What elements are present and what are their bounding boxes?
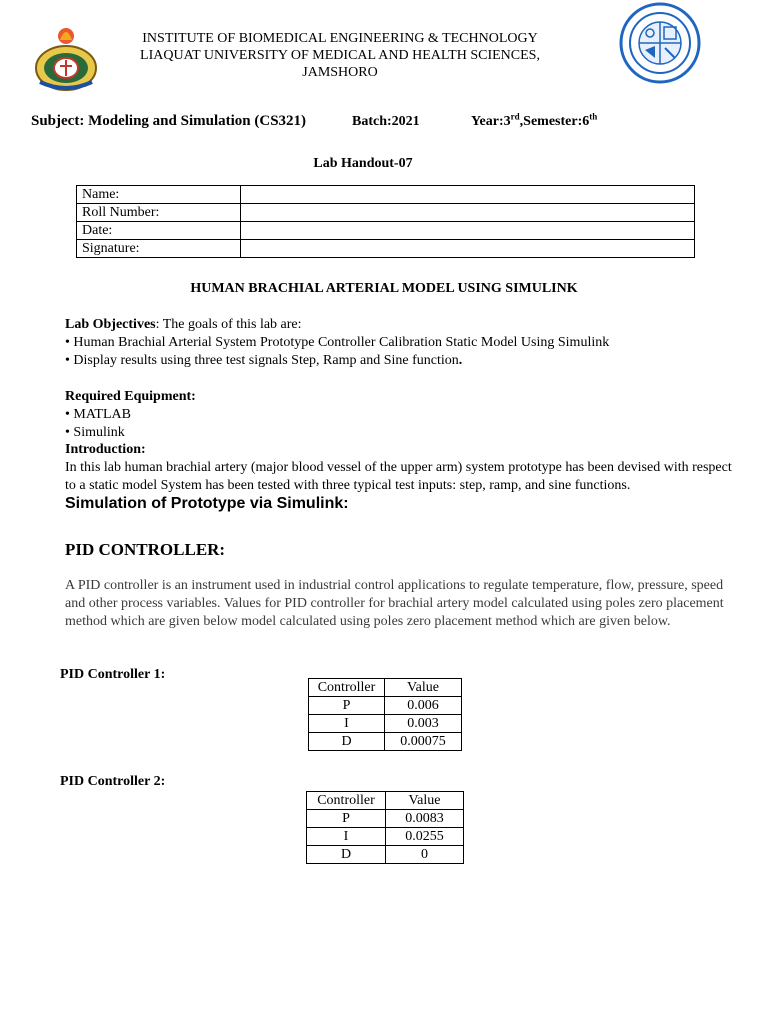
table-header-row <box>309 679 462 697</box>
lab-objectives-heading: Lab Objectives <box>65 317 156 332</box>
simulation-heading: Simulation of Prototype via Simulink: <box>65 495 349 512</box>
table-row <box>309 733 462 751</box>
year-sup: rd <box>510 111 520 122</box>
table-cell: I <box>309 715 385 733</box>
header-line-3: JAMSHORO <box>302 65 378 80</box>
introduction-text: In this lab human brachial artery (major blood vessel of the upper arm) system prototype has been devised with respect to a static model System has been tested with three typical test inputs: step, ramp, and sine functions. <box>65 460 732 493</box>
column-header: Controller <box>307 792 386 810</box>
table-row <box>307 846 464 864</box>
semester-prefix: ,Semester:6 <box>519 114 590 129</box>
table-header-row <box>307 792 464 810</box>
pid-description: A PID controller is an instrument used in industrial control applications to regulate temperature, flow, pressure, speed and other process variables. Values for PID controller for brachial artery model calculated using poles zero placement method which are given below model calculated using poles zero placement method which are given below. <box>65 578 724 629</box>
table-cell: P <box>309 697 385 715</box>
objective-item-2-text: • Display results using three test signals Step, Ramp and Sine function <box>65 353 459 368</box>
lab-objectives-intro <box>65 316 745 334</box>
roll-number-label: Roll Number: <box>77 204 241 222</box>
table-cell: 0.003 <box>385 715 462 733</box>
table-cell: 0 <box>386 846 464 864</box>
date-label: Date: <box>77 222 241 240</box>
table-row <box>77 222 695 240</box>
table-row <box>307 810 464 828</box>
table-cell: 0.0255 <box>386 828 464 846</box>
name-field[interactable] <box>241 186 695 204</box>
institute-emblem-logo <box>617 2 703 84</box>
column-header: Value <box>385 679 462 697</box>
name-label: Name: <box>77 186 241 204</box>
pid-controller-1-table <box>308 678 462 751</box>
objective-item-1: • Human Brachial Arterial System Prototype Controller Calibration Static Model Using Simulink <box>65 335 610 350</box>
equipment-item-matlab: • MATLAB <box>65 407 131 422</box>
semester-sup: th <box>589 111 598 122</box>
pid-controller-2-label: PID Controller 2: <box>60 774 166 789</box>
year-prefix: Year:3 <box>471 114 511 129</box>
table-row <box>77 204 695 222</box>
header-line-1: INSTITUTE OF BIOMEDICAL ENGINEERING & TECHNOLOGY <box>142 31 538 46</box>
introduction-heading: Introduction: <box>65 442 146 457</box>
university-crest-logo <box>30 22 102 94</box>
table-row <box>77 240 695 258</box>
table-row <box>77 186 695 204</box>
pid-controller-heading: PID CONTROLLER: <box>65 540 226 559</box>
subject-label: Subject: Modeling and Simulation (CS321) <box>31 113 307 129</box>
table-cell: P <box>307 810 386 828</box>
roll-number-field[interactable] <box>241 204 695 222</box>
equipment-item-simulink: • Simulink <box>65 425 125 440</box>
year-semester-label <box>471 111 598 130</box>
required-equipment-heading: Required Equipment: <box>65 389 196 404</box>
table-cell: 0.00075 <box>385 733 462 751</box>
main-title: HUMAN BRACHIAL ARTERIAL MODEL USING SIMULINK <box>190 281 578 296</box>
lab-objectives-section <box>65 316 745 370</box>
signature-field[interactable] <box>241 240 695 258</box>
column-header: Controller <box>309 679 385 697</box>
table-cell: D <box>309 733 385 751</box>
table-cell: D <box>307 846 386 864</box>
column-header: Value <box>386 792 464 810</box>
signature-label: Signature: <box>77 240 241 258</box>
date-field[interactable] <box>241 222 695 240</box>
student-info-table <box>76 185 695 258</box>
table-row <box>309 715 462 733</box>
header-line-2: LIAQUAT UNIVERSITY OF MEDICAL AND HEALTH SCIENCES, <box>140 48 540 63</box>
institution-header <box>110 30 570 81</box>
objective-item-2-end: . <box>458 353 463 368</box>
batch-label: Batch:2021 <box>352 114 420 129</box>
table-cell: I <box>307 828 386 846</box>
required-equipment-section <box>65 388 745 442</box>
table-cell: 0.006 <box>385 697 462 715</box>
pid-controller-2-table <box>306 791 464 864</box>
objective-item-2 <box>65 352 745 370</box>
table-row <box>307 828 464 846</box>
introduction-section <box>65 441 745 495</box>
table-cell: 0.0083 <box>386 810 464 828</box>
lab-objectives-intro-text: : The goals of this lab are: <box>155 317 302 332</box>
table-row <box>309 697 462 715</box>
handout-title: Lab Handout-07 <box>313 156 413 171</box>
pid-controller-1-label: PID Controller 1: <box>60 667 166 682</box>
